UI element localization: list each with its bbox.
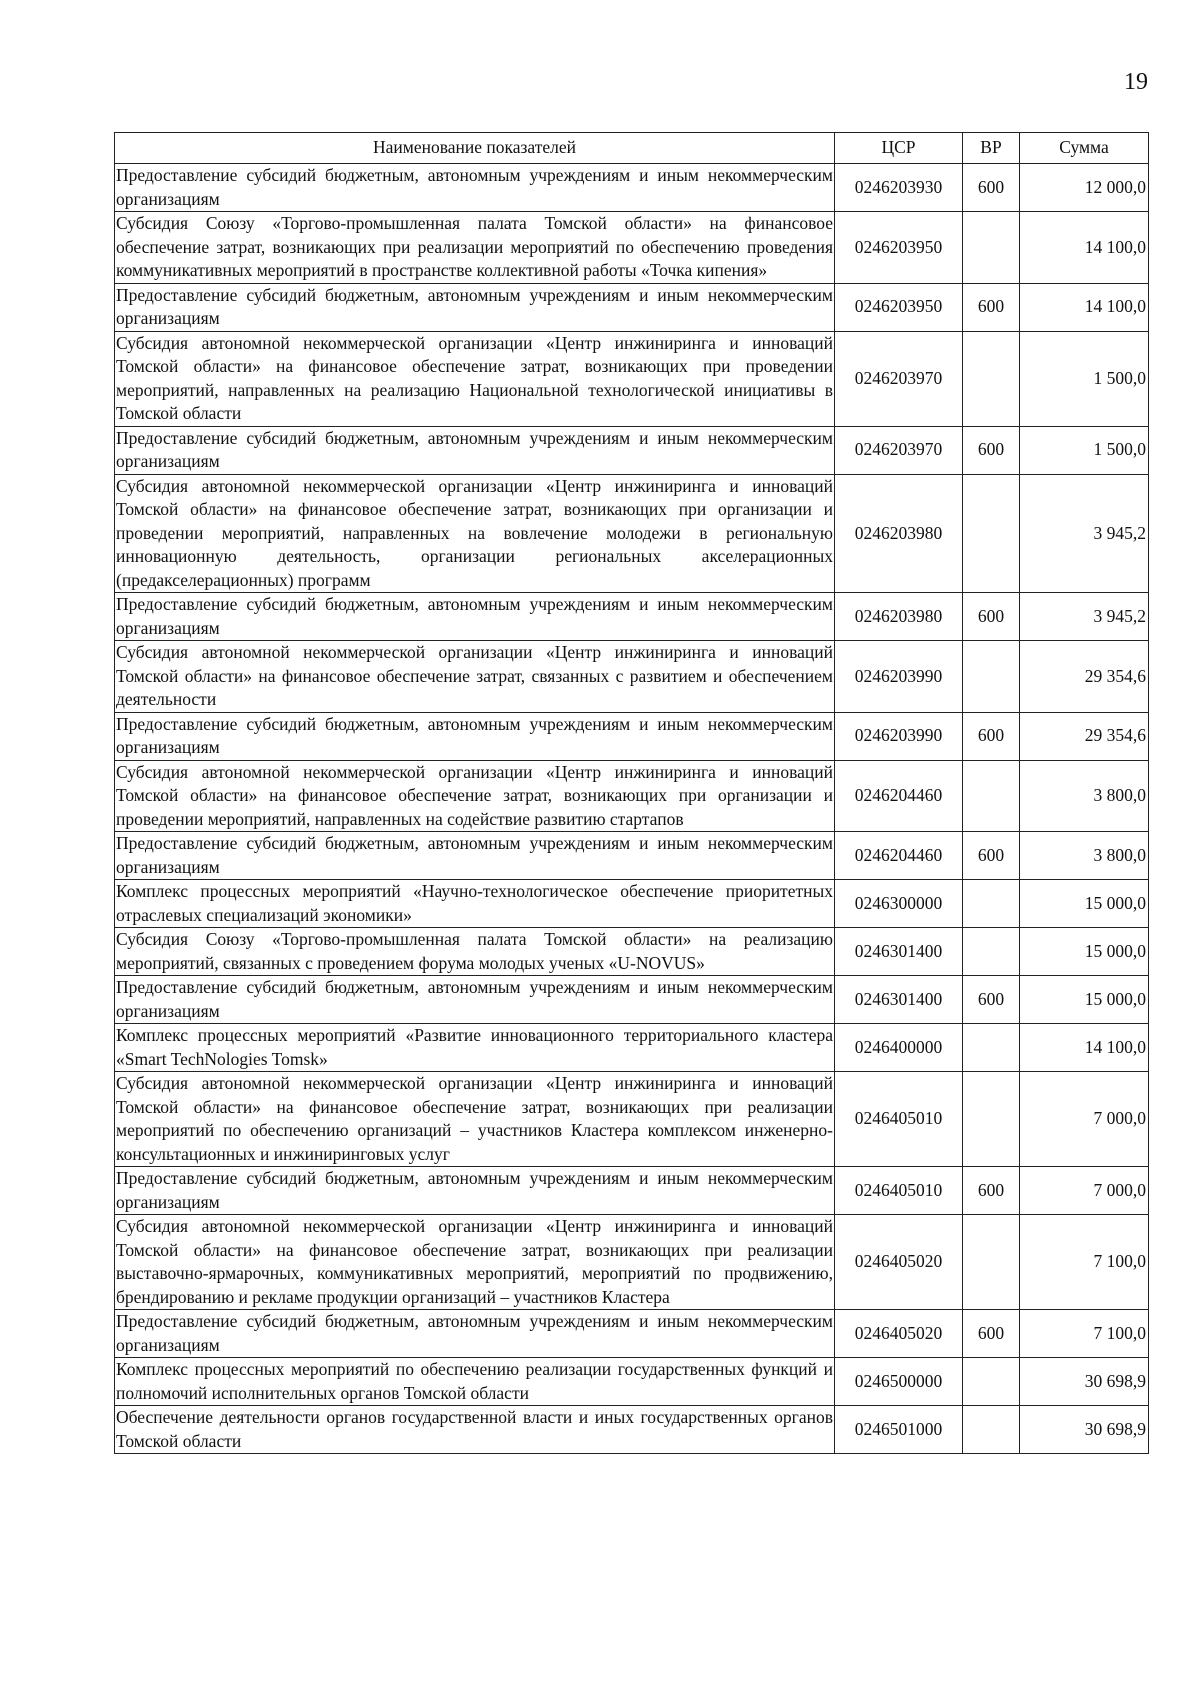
row-vr-cell: 600 bbox=[963, 164, 1020, 212]
row-name-cell: Субсидия Союзу «Торгово-промышленная палата Томской области» на реализацию мероприятий, связанных с проведением форума молодых ученых «U-NOVUS» bbox=[115, 928, 835, 976]
row-csr-cell: 0246405020 bbox=[835, 1310, 963, 1358]
row-sum-cell: 1 500,0 bbox=[1020, 331, 1149, 426]
table-row bbox=[115, 880, 1149, 928]
row-sum-cell: 3 945,2 bbox=[1020, 474, 1149, 593]
row-sum-cell: 7 000,0 bbox=[1020, 1072, 1149, 1167]
row-name-cell: Предоставление субсидий бюджетным, автономным учреждениям и иным некоммерческим организациям bbox=[115, 1167, 835, 1215]
row-sum-cell: 14 100,0 bbox=[1020, 212, 1149, 284]
row-sum-cell: 3 945,2 bbox=[1020, 593, 1149, 641]
row-name-cell: Предоставление субсидий бюджетным, автономным учреждениям и иным некоммерческим организациям bbox=[115, 712, 835, 760]
row-vr-cell: 600 bbox=[963, 976, 1020, 1024]
row-vr-cell: 600 bbox=[963, 712, 1020, 760]
row-csr-cell: 0246204460 bbox=[835, 832, 963, 880]
row-csr-cell: 0246203970 bbox=[835, 426, 963, 474]
row-vr-cell bbox=[963, 1406, 1020, 1454]
row-sum-cell: 7 100,0 bbox=[1020, 1310, 1149, 1358]
row-vr-cell bbox=[963, 760, 1020, 832]
row-vr-cell: 600 bbox=[963, 283, 1020, 331]
row-sum-cell: 3 800,0 bbox=[1020, 760, 1149, 832]
row-csr-cell: 0246405010 bbox=[835, 1072, 963, 1167]
row-csr-cell: 0246405020 bbox=[835, 1215, 963, 1310]
header-vr: ВР bbox=[963, 133, 1020, 164]
row-csr-cell: 0246400000 bbox=[835, 1024, 963, 1072]
table-body bbox=[115, 164, 1149, 1454]
row-name-cell: Обеспечение деятельности органов государственной власти и иных государственных органов Томской области bbox=[115, 1406, 835, 1454]
row-csr-cell: 0246203970 bbox=[835, 331, 963, 426]
row-name-cell: Предоставление субсидий бюджетным, автономным учреждениям и иным некоммерческим организациям bbox=[115, 164, 835, 212]
table-row bbox=[115, 1167, 1149, 1215]
row-name-cell: Предоставление субсидий бюджетным, автономным учреждениям и иным некоммерческим организациям bbox=[115, 283, 835, 331]
table-row bbox=[115, 474, 1149, 593]
row-name-cell: Субсидия автономной некоммерческой организации «Центр инжиниринга и инноваций Томской области» на финансовое обеспечение затрат, возникающих при реализации мероприятий по обеспечению организаций – участников Кластера комплексом инженерно-консультационных и инжиниринговых услуг bbox=[115, 1072, 835, 1167]
row-csr-cell: 0246203990 bbox=[835, 641, 963, 713]
row-vr-cell: 600 bbox=[963, 593, 1020, 641]
row-sum-cell: 3 800,0 bbox=[1020, 832, 1149, 880]
row-sum-cell: 1 500,0 bbox=[1020, 426, 1149, 474]
row-csr-cell: 0246300000 bbox=[835, 880, 963, 928]
row-name-cell: Предоставление субсидий бюджетным, автономным учреждениям и иным некоммерческим организациям bbox=[115, 426, 835, 474]
table-row bbox=[115, 641, 1149, 713]
row-sum-cell: 15 000,0 bbox=[1020, 976, 1149, 1024]
row-vr-cell: 600 bbox=[963, 1310, 1020, 1358]
table-row bbox=[115, 593, 1149, 641]
table-row bbox=[115, 712, 1149, 760]
table-row bbox=[115, 928, 1149, 976]
row-vr-cell bbox=[963, 1215, 1020, 1310]
row-vr-cell bbox=[963, 880, 1020, 928]
row-vr-cell bbox=[963, 1358, 1020, 1406]
row-vr-cell bbox=[963, 212, 1020, 284]
header-name: Наименование показателей bbox=[115, 133, 835, 164]
table-row bbox=[115, 164, 1149, 212]
row-name-cell: Субсидия автономной некоммерческой организации «Центр инжиниринга и инноваций Томской области» на финансовое обеспечение затрат, возникающих при организации и проведении мероприятий, направленных на вовлечение молодежи в региональную инновационную деятельность, организации региональных акселерационных (предакселерационных) программ bbox=[115, 474, 835, 593]
row-sum-cell: 30 698,9 bbox=[1020, 1406, 1149, 1454]
row-csr-cell: 0246203930 bbox=[835, 164, 963, 212]
table-row bbox=[115, 1072, 1149, 1167]
row-sum-cell: 12 000,0 bbox=[1020, 164, 1149, 212]
table-row bbox=[115, 760, 1149, 832]
row-sum-cell: 29 354,6 bbox=[1020, 712, 1149, 760]
row-name-cell: Комплекс процессных мероприятий «Развитие инновационного территориального кластера «Smart TechNologies Tomsk» bbox=[115, 1024, 835, 1072]
table-row bbox=[115, 212, 1149, 284]
row-csr-cell: 0246203990 bbox=[835, 712, 963, 760]
row-name-cell: Предоставление субсидий бюджетным, автономным учреждениям и иным некоммерческим организациям bbox=[115, 1310, 835, 1358]
row-csr-cell: 0246204460 bbox=[835, 760, 963, 832]
row-name-cell: Субсидия Союзу «Торгово-промышленная палата Томской области» на финансовое обеспечение затрат, возникающих при реализации мероприятий по обеспечению проведения коммуникативных мероприятий в пространстве коллективной работы «Точка кипения» bbox=[115, 212, 835, 284]
row-vr-cell bbox=[963, 1072, 1020, 1167]
row-csr-cell: 0246203980 bbox=[835, 474, 963, 593]
row-sum-cell: 29 354,6 bbox=[1020, 641, 1149, 713]
table-row bbox=[115, 283, 1149, 331]
row-csr-cell: 0246203950 bbox=[835, 212, 963, 284]
table-row bbox=[115, 1358, 1149, 1406]
row-name-cell: Комплекс процессных мероприятий «Научно-технологическое обеспечение приоритетных отраслевых специализаций экономики» bbox=[115, 880, 835, 928]
row-sum-cell: 7 000,0 bbox=[1020, 1167, 1149, 1215]
row-vr-cell bbox=[963, 928, 1020, 976]
row-sum-cell: 15 000,0 bbox=[1020, 880, 1149, 928]
row-csr-cell: 0246203950 bbox=[835, 283, 963, 331]
row-sum-cell: 14 100,0 bbox=[1020, 283, 1149, 331]
row-csr-cell: 0246203980 bbox=[835, 593, 963, 641]
budget-table bbox=[114, 132, 1149, 1454]
table-header bbox=[115, 133, 1149, 164]
table-row bbox=[115, 1024, 1149, 1072]
table-row bbox=[115, 331, 1149, 426]
row-name-cell: Субсидия автономной некоммерческой организации «Центр инжиниринга и инноваций Томской области» на финансовое обеспечение затрат, возникающих при проведении мероприятий, направленных на реализацию Национальной технологической инициативы в Томской области bbox=[115, 331, 835, 426]
table-row bbox=[115, 976, 1149, 1024]
row-vr-cell bbox=[963, 641, 1020, 713]
row-csr-cell: 0246405010 bbox=[835, 1167, 963, 1215]
table-row bbox=[115, 832, 1149, 880]
row-name-cell: Предоставление субсидий бюджетным, автономным учреждениям и иным некоммерческим организациям bbox=[115, 593, 835, 641]
row-vr-cell bbox=[963, 1024, 1020, 1072]
row-sum-cell: 30 698,9 bbox=[1020, 1358, 1149, 1406]
table-row bbox=[115, 1310, 1149, 1358]
header-sum: Сумма bbox=[1020, 133, 1149, 164]
row-name-cell: Субсидия автономной некоммерческой организации «Центр инжиниринга и инноваций Томской области» на финансовое обеспечение затрат, связанных с развитием и обеспечением деятельности bbox=[115, 641, 835, 713]
table-row bbox=[115, 1406, 1149, 1454]
row-name-cell: Субсидия автономной некоммерческой организации «Центр инжиниринга и инноваций Томской области» на финансовое обеспечение затрат, возникающих при организации и проведении мероприятий, направленных на содействие развитию стартапов bbox=[115, 760, 835, 832]
row-csr-cell: 0246500000 bbox=[835, 1358, 963, 1406]
row-csr-cell: 0246501000 bbox=[835, 1406, 963, 1454]
row-sum-cell: 14 100,0 bbox=[1020, 1024, 1149, 1072]
row-name-cell: Предоставление субсидий бюджетным, автономным учреждениям и иным некоммерческим организациям bbox=[115, 976, 835, 1024]
row-sum-cell: 15 000,0 bbox=[1020, 928, 1149, 976]
table-row bbox=[115, 1215, 1149, 1310]
page-number: 19 bbox=[1124, 69, 1148, 95]
row-sum-cell: 7 100,0 bbox=[1020, 1215, 1149, 1310]
row-vr-cell: 600 bbox=[963, 1167, 1020, 1215]
row-vr-cell bbox=[963, 474, 1020, 593]
row-vr-cell: 600 bbox=[963, 426, 1020, 474]
row-name-cell: Комплекс процессных мероприятий по обеспечению реализации государственных функций и полномочий исполнительных органов Томской области bbox=[115, 1358, 835, 1406]
row-name-cell: Субсидия автономной некоммерческой организации «Центр инжиниринга и инноваций Томской области» на финансовое обеспечение затрат, возникающих при реализации выставочно-ярмарочных, коммуникативных мероприятий, мероприятий по продвижению, брендированию и рекламе продукции организаций – участников Кластера bbox=[115, 1215, 835, 1310]
header-row bbox=[115, 133, 1149, 164]
row-csr-cell: 0246301400 bbox=[835, 928, 963, 976]
table-row bbox=[115, 426, 1149, 474]
row-vr-cell: 600 bbox=[963, 832, 1020, 880]
row-csr-cell: 0246301400 bbox=[835, 976, 963, 1024]
header-csr: ЦСР bbox=[835, 133, 963, 164]
row-name-cell: Предоставление субсидий бюджетным, автономным учреждениям и иным некоммерческим организациям bbox=[115, 832, 835, 880]
row-vr-cell bbox=[963, 331, 1020, 426]
